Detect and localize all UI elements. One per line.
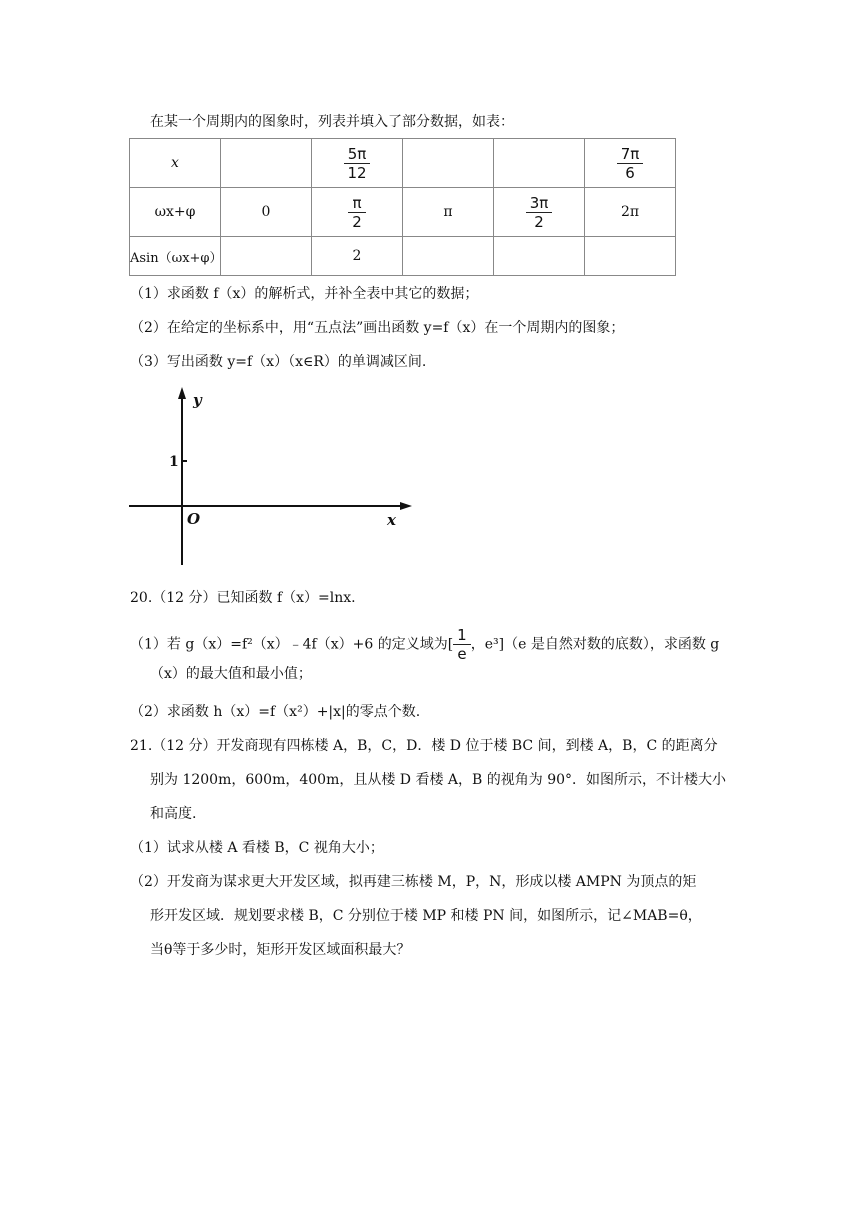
- y-axis-arrow: [178, 387, 186, 399]
- coordinate-axes: [127, 385, 417, 570]
- table-row: [130, 237, 676, 276]
- table-cell: [494, 139, 585, 188]
- table-header-cell: Asin（ωx+φ）: [130, 237, 221, 276]
- table-cell: 2: [312, 237, 403, 276]
- q19-part2: （2）在给定的坐标系中，用“五点法”画出函数 y=f（x）在一个周期内的图象；: [130, 320, 625, 336]
- q21-part2-cont: 形开发区域．规划要求楼 B，C 分别位于楼 MP 和楼 PN 间，如图所示，记∠MAB=θ，: [150, 908, 702, 924]
- table-row: [130, 188, 676, 237]
- x-axis-arrow: [400, 502, 412, 510]
- table-cell: [494, 188, 585, 237]
- q19-part3: （3）写出函数 y=f（x）（x∈R）的单调减区间.: [130, 354, 427, 370]
- fraction: $\frac{7\pi}{6}$: [617, 145, 644, 182]
- origin-label: O: [187, 510, 201, 528]
- fraction: $\frac{3\pi}{2}$: [526, 194, 553, 231]
- y-tick-label: 1: [169, 454, 179, 470]
- table-cell: [221, 237, 312, 276]
- q19-part1: （1）求函数 f（x）的解析式，并补全表中其它的数据；: [130, 286, 479, 302]
- q20-part1-cont: （x）的最大值和最小值；: [150, 666, 312, 682]
- x-axis-label: x: [387, 511, 396, 529]
- table-cell: [221, 139, 312, 188]
- table-cell: π: [403, 188, 494, 237]
- q21-part2: （2）开发商为谋求更大开发区域，拟再建三栋楼 M，P，N，形成以楼 AMPN 为顶点的矩: [130, 874, 697, 890]
- table-cell: [494, 237, 585, 276]
- y-axis-label: y: [193, 391, 202, 409]
- table-cell: 0: [221, 188, 312, 237]
- table-row: [130, 139, 676, 188]
- q21-part1: （1）试求从楼 A 看楼 B，C 视角大小；: [130, 840, 384, 856]
- table-cell: [585, 139, 676, 188]
- fraction: $\frac{1}{e}$: [453, 626, 471, 663]
- intro-text: 在某一个周期内的图象时，列表并填入了部分数据，如表：: [150, 114, 514, 130]
- q20-part2: （2）求函数 h（x）=f（x²）+|x|的零点个数.: [130, 704, 421, 720]
- q20-title: 20.（12 分）已知函数 f（x）=lnx.: [130, 590, 356, 606]
- q21-line3: 和高度.: [150, 806, 197, 822]
- table-cell: [585, 237, 676, 276]
- data-table: [129, 138, 676, 276]
- q20-part1: （1）若 g（x）=f²（x）﹣4f（x）+6 的定义域为[ $\frac{1}{e}$ ，e³]（e 是自然对数的底数），求函数 g: [130, 626, 720, 663]
- table-cell: [312, 188, 403, 237]
- fraction: $\frac{5\pi}{12}$: [344, 145, 371, 182]
- q21-part2-end: 当θ等于多少时，矩形开发区域面积最大？: [150, 942, 411, 958]
- table-cell: 2π: [585, 188, 676, 237]
- q21-line2: 别为 1200m，600m，400m，且从楼 D 看楼 A，B 的视角为 90°．如图所示，不计楼大小: [150, 772, 727, 788]
- table-header-cell: ωx+φ: [130, 188, 221, 237]
- table-header-cell: x: [130, 139, 221, 188]
- q21-title: 21.（12 分）开发商现有四栋楼 A，B，C，D．楼 D 位于楼 BC 间，到楼 A，B，C 的距离分: [130, 738, 718, 754]
- table-cell: [403, 139, 494, 188]
- fraction: $\frac{\pi}{2}$: [348, 194, 365, 231]
- table-cell: [312, 139, 403, 188]
- table-cell: [403, 237, 494, 276]
